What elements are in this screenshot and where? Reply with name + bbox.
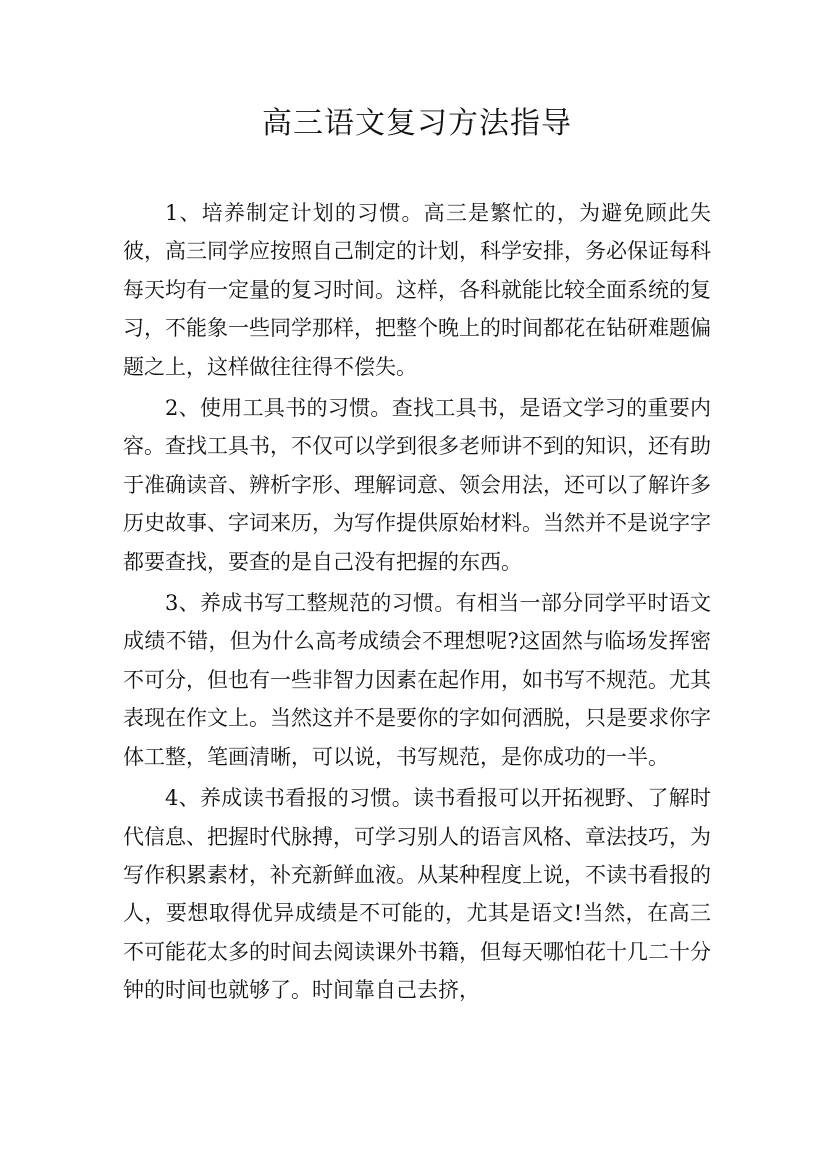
paragraph-4: 4、养成读书看报的习惯。读书看报可以开拓视野、了解时代信息、把握时代脉搏，可学习别人的语言风格、章法技巧，为写作积累素材，补充新鲜血液。从某种程度上说，不读书看报的人，要想取得优异成绩是不可能的，尤其是语文!当然，在高三不可能花太多的时间去阅读课外书籍，但每天哪怕花十几二十分钟的时间也就够了。时间靠自己去挤，: [123, 786, 711, 1003]
paragraph-3: 3、养成书写工整规范的习惯。有相当一部分同学平时语文成绩不错，但为什么高考成绩会不理想呢?这固然与临场发挥密不可分，但也有一些非智力因素在起作用，如书写不规范。尤其表现在作文上。当然这并不是要你的字如何洒脱，只是要求你字体工整，笔画清晰，可以说，书写规范，是你成功的一半。: [123, 591, 711, 769]
document-title: 高三语文复习方法指导: [262, 106, 572, 141]
paragraph-1: 1、培养制定计划的习惯。高三是繁忙的，为避免顾此失彼，高三同学应按照自己制定的计划，科学安排，务必保证每科每天均有一定量的复习时间。这样，各科就能比较全面系统的复习，不能象一些同学那样，把整个晚上的时间都花在钻研难题偏题之上，这样做往往得不偿失。: [123, 201, 711, 379]
paragraph-2: 2、使用工具书的习惯。查找工具书，是语文学习的重要内容。查找工具书，不仅可以学到很多老师讲不到的知识，还有助于准确读音、辨析字形、理解词意、领会用法，还可以了解许多历史故事、字词来历，为写作提供原始材料。当然并不是说字字都要查找，要查的是自己没有把握的东西。: [123, 396, 711, 574]
